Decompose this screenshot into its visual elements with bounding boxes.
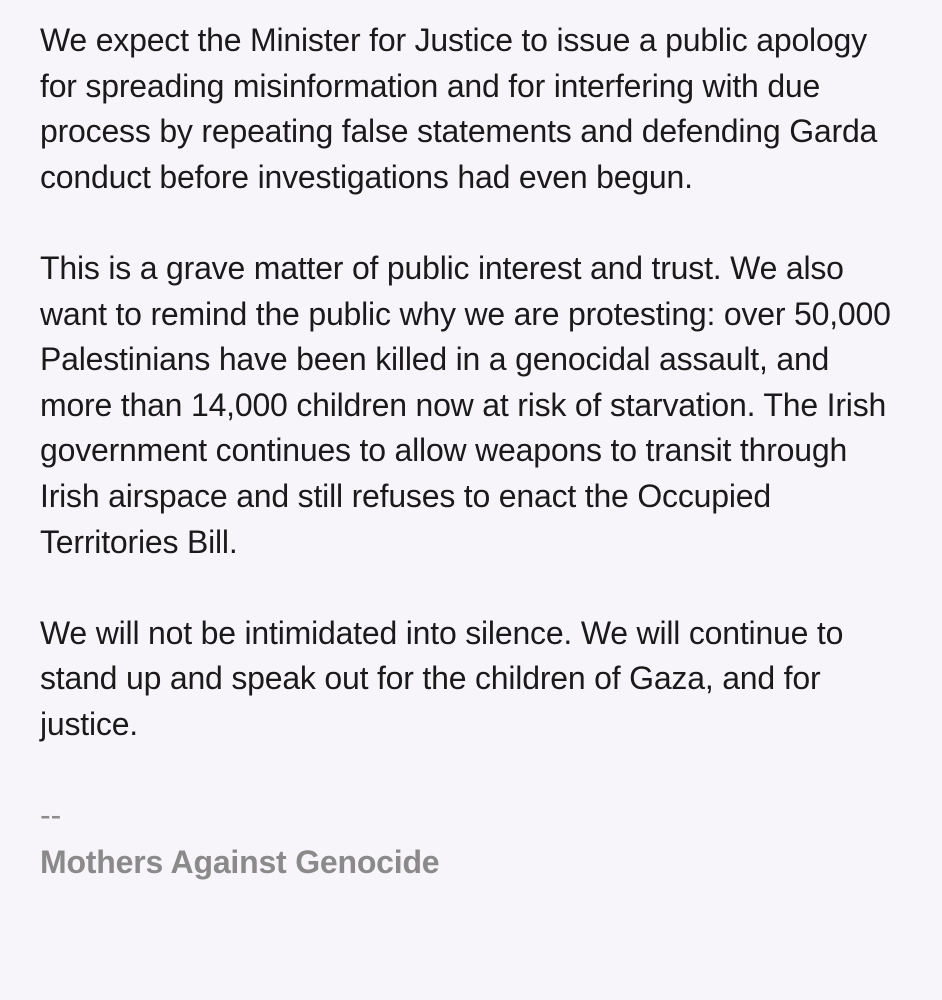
- signature-separator: --: [40, 797, 62, 834]
- signature: Mothers Against Genocide: [40, 843, 440, 880]
- paragraph-apology-demand: We expect the Minister for Justice to issue a public apology for spreading misinformation and for interfering with due process by repeating false statements and defending Garda conduct before investigations had even begun.: [40, 22, 878, 195]
- paragraph-public-interest: This is a grave matter of public interest and trust. We also want to remind the public why we are protesting: over 50,000 Palestinians have been killed in a genocidal assault, and more than 14,000 children now at risk of starvation. The Irish government continues to allow weapons to transit through Irish airspace and still refuses to enact the Occupied Territories Bill.: [40, 249, 891, 560]
- paragraph-closing: We will not be intimidated into silence. We will continue to stand up and speak out for the children of Gaza, and for justice.: [40, 614, 844, 742]
